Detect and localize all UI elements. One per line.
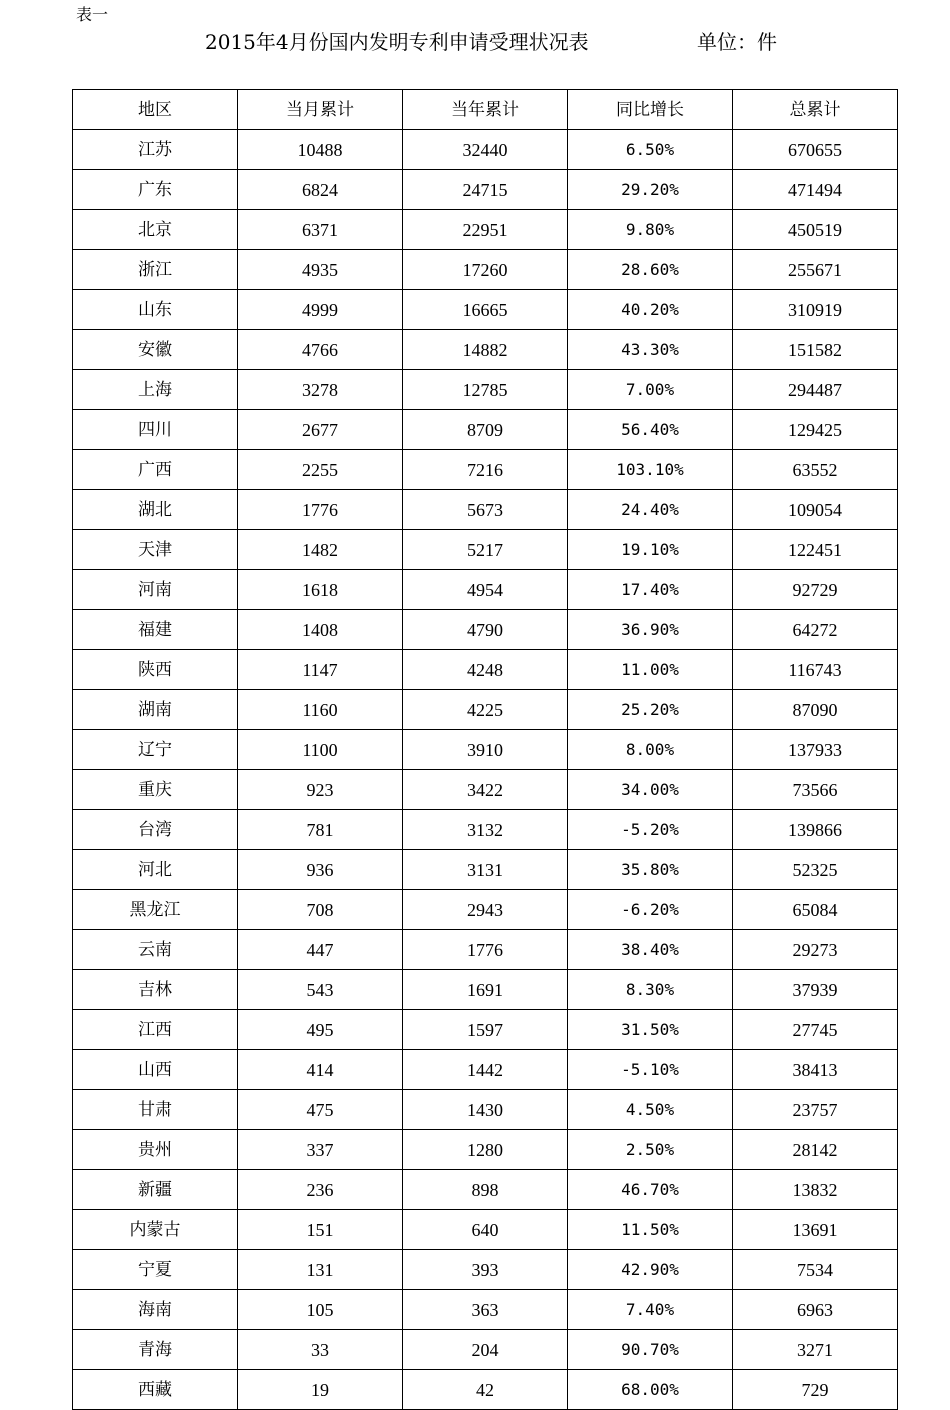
page-title: 2015年4月份国内发明专利申请受理状况表 [205,30,589,54]
yoy-growth-cell: 40.20% [568,290,733,330]
year-total-cell: 393 [403,1250,568,1290]
grand-total-cell: 471494 [733,170,898,210]
table-row [73,770,898,810]
region-cell: 甘肃 [73,1090,238,1130]
region-cell: 天津 [73,530,238,570]
month-total-cell: 33 [238,1330,403,1370]
table-row [73,210,898,250]
year-total-cell: 3132 [403,810,568,850]
month-total-cell: 337 [238,1130,403,1170]
table-row [73,1090,898,1130]
table-row [73,890,898,930]
region-cell: 福建 [73,610,238,650]
region-cell: 海南 [73,1290,238,1330]
year-total-cell: 2943 [403,890,568,930]
yoy-growth-cell: 25.20% [568,690,733,730]
month-total-cell: 1408 [238,610,403,650]
table-row [73,1210,898,1250]
month-total-cell: 1618 [238,570,403,610]
year-total-cell: 4225 [403,690,568,730]
grand-total-cell: 137933 [733,730,898,770]
year-total-cell: 3910 [403,730,568,770]
grand-total-cell: 7534 [733,1250,898,1290]
table-row [73,970,898,1010]
region-cell: 内蒙古 [73,1210,238,1250]
table-row [73,810,898,850]
year-total-cell: 204 [403,1330,568,1370]
table-row [73,130,898,170]
yoy-growth-cell: 17.40% [568,570,733,610]
yoy-growth-cell: 28.60% [568,250,733,290]
table-row [73,1050,898,1090]
yoy-growth-cell: 90.70% [568,1330,733,1370]
year-total-cell: 8709 [403,410,568,450]
year-total-cell: 4248 [403,650,568,690]
yoy-growth-cell: 36.90% [568,610,733,650]
yoy-growth-cell: 68.00% [568,1370,733,1410]
table-row [73,1330,898,1370]
grand-total-cell: 73566 [733,770,898,810]
region-cell: 四川 [73,410,238,450]
region-cell: 西藏 [73,1370,238,1410]
year-total-cell: 42 [403,1370,568,1410]
yoy-growth-cell: 6.50% [568,130,733,170]
table-header [73,90,898,130]
table-row [73,1290,898,1330]
region-cell: 江苏 [73,130,238,170]
yoy-growth-cell: 31.50% [568,1010,733,1050]
grand-total-cell: 64272 [733,610,898,650]
year-total-cell: 1776 [403,930,568,970]
header-row [73,90,898,130]
year-total-cell: 4954 [403,570,568,610]
column-header-year-total: 当年累计 [403,90,568,130]
yoy-growth-cell: 29.20% [568,170,733,210]
month-total-cell: 151 [238,1210,403,1250]
month-total-cell: 10488 [238,130,403,170]
region-cell: 台湾 [73,810,238,850]
year-total-cell: 1597 [403,1010,568,1050]
month-total-cell: 1100 [238,730,403,770]
region-cell: 广西 [73,450,238,490]
column-header-month-total: 当月累计 [238,90,403,130]
table-row [73,250,898,290]
month-total-cell: 1776 [238,490,403,530]
month-total-cell: 475 [238,1090,403,1130]
grand-total-cell: 450519 [733,210,898,250]
table-row [73,610,898,650]
region-cell: 浙江 [73,250,238,290]
yoy-growth-cell: 7.40% [568,1290,733,1330]
grand-total-cell: 122451 [733,530,898,570]
grand-total-cell: 294487 [733,370,898,410]
grand-total-cell: 29273 [733,930,898,970]
month-total-cell: 1160 [238,690,403,730]
region-cell: 吉林 [73,970,238,1010]
table-row [73,490,898,530]
table-body [73,130,898,1410]
month-total-cell: 936 [238,850,403,890]
yoy-growth-cell: 43.30% [568,330,733,370]
month-total-cell: 236 [238,1170,403,1210]
table-row [73,930,898,970]
grand-total-cell: 92729 [733,570,898,610]
region-cell: 辽宁 [73,730,238,770]
grand-total-cell: 116743 [733,650,898,690]
region-cell: 青海 [73,1330,238,1370]
year-total-cell: 1691 [403,970,568,1010]
grand-total-cell: 310919 [733,290,898,330]
year-total-cell: 14882 [403,330,568,370]
grand-total-cell: 23757 [733,1090,898,1130]
month-total-cell: 105 [238,1290,403,1330]
grand-total-cell: 13691 [733,1210,898,1250]
region-cell: 山东 [73,290,238,330]
unit-label: 单位：件 [697,30,777,54]
region-cell: 湖北 [73,490,238,530]
year-total-cell: 5673 [403,490,568,530]
region-cell: 江西 [73,1010,238,1050]
region-cell: 新疆 [73,1170,238,1210]
table-row [73,650,898,690]
month-total-cell: 4935 [238,250,403,290]
month-total-cell: 4999 [238,290,403,330]
grand-total-cell: 6963 [733,1290,898,1330]
table-row [73,410,898,450]
region-cell: 北京 [73,210,238,250]
table-row [73,290,898,330]
table-row [73,1170,898,1210]
table-row [73,1130,898,1170]
month-total-cell: 131 [238,1250,403,1290]
grand-total-cell: 729 [733,1370,898,1410]
table-row [73,1250,898,1290]
month-total-cell: 708 [238,890,403,930]
month-total-cell: 1482 [238,530,403,570]
grand-total-cell: 63552 [733,450,898,490]
year-total-cell: 3422 [403,770,568,810]
year-total-cell: 22951 [403,210,568,250]
month-total-cell: 781 [238,810,403,850]
grand-total-cell: 87090 [733,690,898,730]
table-row [73,1010,898,1050]
column-header-yoy-growth: 同比增长 [568,90,733,130]
table-label: 表一 [76,5,109,24]
column-header-grand-total: 总累计 [733,90,898,130]
grand-total-cell: 139866 [733,810,898,850]
title-row [0,26,950,58]
yoy-growth-cell: 7.00% [568,370,733,410]
grand-total-cell: 52325 [733,850,898,890]
year-total-cell: 5217 [403,530,568,570]
month-total-cell: 447 [238,930,403,970]
region-cell: 重庆 [73,770,238,810]
month-total-cell: 2255 [238,450,403,490]
column-header-region: 地区 [73,90,238,130]
month-total-cell: 1147 [238,650,403,690]
table-row [73,330,898,370]
yoy-growth-cell: 4.50% [568,1090,733,1130]
region-cell: 陕西 [73,650,238,690]
region-cell: 贵州 [73,1130,238,1170]
grand-total-cell: 65084 [733,890,898,930]
yoy-growth-cell: 46.70% [568,1170,733,1210]
table-row [73,170,898,210]
grand-total-cell: 27745 [733,1010,898,1050]
year-total-cell: 24715 [403,170,568,210]
region-cell: 河南 [73,570,238,610]
year-total-cell: 640 [403,1210,568,1250]
region-cell: 安徽 [73,330,238,370]
region-cell: 河北 [73,850,238,890]
grand-total-cell: 13832 [733,1170,898,1210]
patent-applications-table [72,89,898,1410]
yoy-growth-cell: 2.50% [568,1130,733,1170]
year-total-cell: 363 [403,1290,568,1330]
region-cell: 山西 [73,1050,238,1090]
year-total-cell: 16665 [403,290,568,330]
yoy-growth-cell: 11.00% [568,650,733,690]
grand-total-cell: 3271 [733,1330,898,1370]
year-total-cell: 1280 [403,1130,568,1170]
yoy-growth-cell: 34.00% [568,770,733,810]
yoy-growth-cell: -5.10% [568,1050,733,1090]
year-total-cell: 1442 [403,1050,568,1090]
grand-total-cell: 37939 [733,970,898,1010]
year-total-cell: 4790 [403,610,568,650]
month-total-cell: 4766 [238,330,403,370]
yoy-growth-cell: 56.40% [568,410,733,450]
month-total-cell: 6371 [238,210,403,250]
table-row [73,570,898,610]
region-cell: 上海 [73,370,238,410]
yoy-growth-cell: -6.20% [568,890,733,930]
grand-total-cell: 255671 [733,250,898,290]
region-cell: 广东 [73,170,238,210]
yoy-growth-cell: 42.90% [568,1250,733,1290]
table-row [73,690,898,730]
year-total-cell: 17260 [403,250,568,290]
year-total-cell: 12785 [403,370,568,410]
year-total-cell: 3131 [403,850,568,890]
yoy-growth-cell: 11.50% [568,1210,733,1250]
yoy-growth-cell: 8.30% [568,970,733,1010]
table-row [73,370,898,410]
grand-total-cell: 670655 [733,130,898,170]
month-total-cell: 3278 [238,370,403,410]
month-total-cell: 923 [238,770,403,810]
month-total-cell: 414 [238,1050,403,1090]
table-row [73,730,898,770]
region-cell: 云南 [73,930,238,970]
grand-total-cell: 28142 [733,1130,898,1170]
yoy-growth-cell: 24.40% [568,490,733,530]
month-total-cell: 6824 [238,170,403,210]
grand-total-cell: 151582 [733,330,898,370]
yoy-growth-cell: 8.00% [568,730,733,770]
table-row [73,850,898,890]
month-total-cell: 495 [238,1010,403,1050]
grand-total-cell: 109054 [733,490,898,530]
month-total-cell: 543 [238,970,403,1010]
grand-total-cell: 129425 [733,410,898,450]
month-total-cell: 2677 [238,410,403,450]
table-row [73,1370,898,1410]
yoy-growth-cell: 38.40% [568,930,733,970]
yoy-growth-cell: 103.10% [568,450,733,490]
yoy-growth-cell: 35.80% [568,850,733,890]
year-total-cell: 898 [403,1170,568,1210]
table-row [73,450,898,490]
region-cell: 湖南 [73,690,238,730]
yoy-growth-cell: -5.20% [568,810,733,850]
table-row [73,530,898,570]
region-cell: 宁夏 [73,1250,238,1290]
yoy-growth-cell: 19.10% [568,530,733,570]
month-total-cell: 19 [238,1370,403,1410]
year-total-cell: 7216 [403,450,568,490]
year-total-cell: 1430 [403,1090,568,1130]
yoy-growth-cell: 9.80% [568,210,733,250]
grand-total-cell: 38413 [733,1050,898,1090]
region-cell: 黑龙江 [73,890,238,930]
year-total-cell: 32440 [403,130,568,170]
